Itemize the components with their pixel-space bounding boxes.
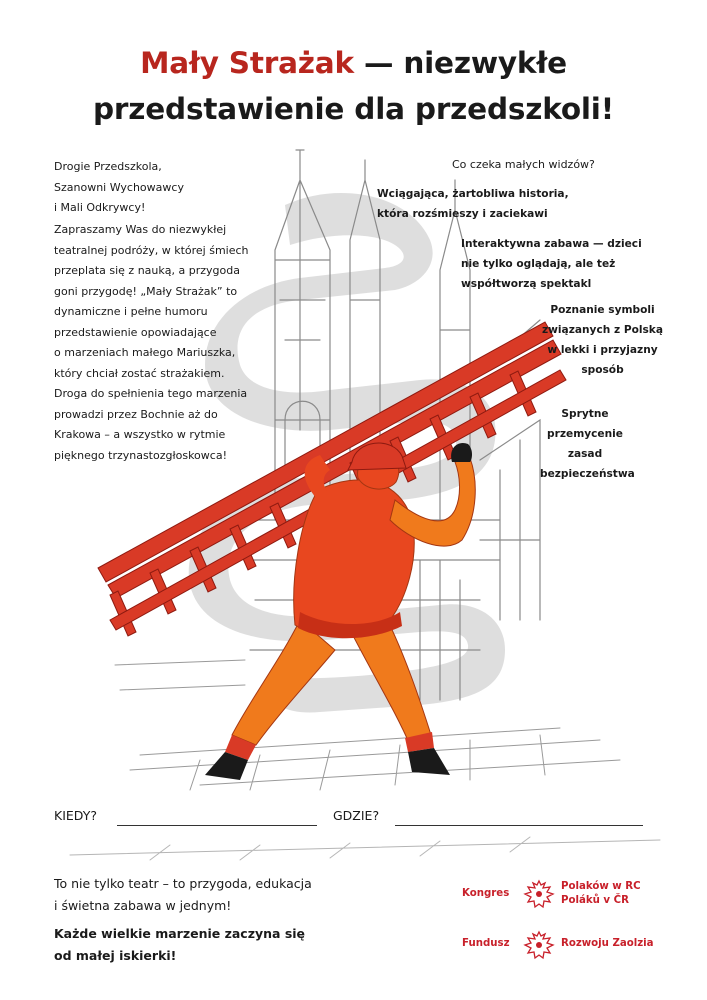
where-label: GDZIE? <box>333 808 380 823</box>
when-label: KIEDY? <box>54 808 97 823</box>
feature-line: Wciągająca, żartobliwa historia, <box>377 188 569 200</box>
body-line: Krakowa – a wszystko w rytmie <box>54 428 226 441</box>
body-line: teatralnej podróży, w której śmiech <box>54 243 249 257</box>
polish-eagle-icon <box>523 878 555 912</box>
tagline-line: To nie tylko teatr – to przygoda, edukacja <box>54 876 312 891</box>
body-line: który chciał zostać strażakiem. <box>54 366 225 380</box>
logo-fundusz-left: Fundusz <box>462 938 510 949</box>
body-line: goni przygodę! „Mały Strażak” to <box>54 284 238 298</box>
body-line: przedstawienie opowiadające <box>54 325 217 339</box>
feature-interactive <box>461 234 661 294</box>
feature-line: sposób <box>581 364 624 376</box>
greeting <box>54 157 284 219</box>
feature-line: nie tylko oglądają, ale też <box>461 258 616 270</box>
tagline-bold-line: od małej iskierki! <box>54 948 177 963</box>
logo-kongres-line: Poláků v ČR <box>561 895 629 906</box>
feature-line: przemycenie zasad <box>547 428 623 460</box>
logo-kongres-right <box>561 880 641 908</box>
polish-eagle-icon <box>523 929 555 963</box>
feature-story <box>377 184 607 224</box>
body-line: przeplata się z nauką, a przygoda <box>54 264 240 277</box>
logo-fundusz-right: Rozwoju Zaolzia <box>561 938 654 949</box>
body-line: Droga do spełnienia tego marzenia <box>54 387 248 400</box>
feature-line: bezpieczeństwa <box>540 468 635 480</box>
title-highlight: Mały Strażak <box>140 46 354 80</box>
features-heading: Co czeka małych widzów? <box>452 158 595 171</box>
feature-line: Poznanie symboli <box>550 304 655 316</box>
body-line: prowadzi przez Bochnie aż do <box>54 407 218 421</box>
body-line: pięknego trzynastozgłoskowca! <box>54 448 227 462</box>
tagline <box>54 873 384 917</box>
greeting-line: Drogie Przedszkola, <box>54 160 162 173</box>
body-line: Zapraszamy Was do niezwykłej <box>54 223 227 236</box>
body-line: o marzeniach małego Mariuszka, <box>54 346 236 359</box>
tagline-bold <box>54 923 384 967</box>
when-fill-line[interactable] <box>117 825 317 826</box>
logo-kongres-line: Polaków w RC <box>561 881 641 892</box>
feature-safety <box>540 404 635 484</box>
title-line2: przedstawienie dla przedszkoli! <box>93 92 614 126</box>
body-line: dynamiczne i pełne humoru <box>54 305 208 318</box>
invitation-body <box>54 220 286 466</box>
feature-symbols <box>540 300 665 380</box>
tagline-line: i świetna zabawa w jednym! <box>54 898 232 913</box>
greeting-line: i Mali Odkrywcy! <box>54 201 146 214</box>
poster-title <box>0 40 707 132</box>
feature-line: Sprytne <box>561 408 609 420</box>
feature-line: Interaktywna zabawa — dzieci <box>461 238 642 250</box>
feature-line: w lekki i przyjazny <box>547 344 658 356</box>
greeting-line: Szanowni Wychowawcy <box>54 180 184 194</box>
logo-kongres-left: Kongres <box>462 888 510 899</box>
feature-line: współtworzą spektakl <box>461 278 592 290</box>
feature-line: związanych z Polską <box>541 324 664 336</box>
title-rest: — niezwykłe <box>353 46 567 80</box>
tagline-bold-line: Każde wielkie marzenie zaczyna się <box>54 926 306 941</box>
where-fill-line[interactable] <box>395 825 643 826</box>
feature-line: która rozśmieszy i zaciekawi <box>377 208 548 220</box>
